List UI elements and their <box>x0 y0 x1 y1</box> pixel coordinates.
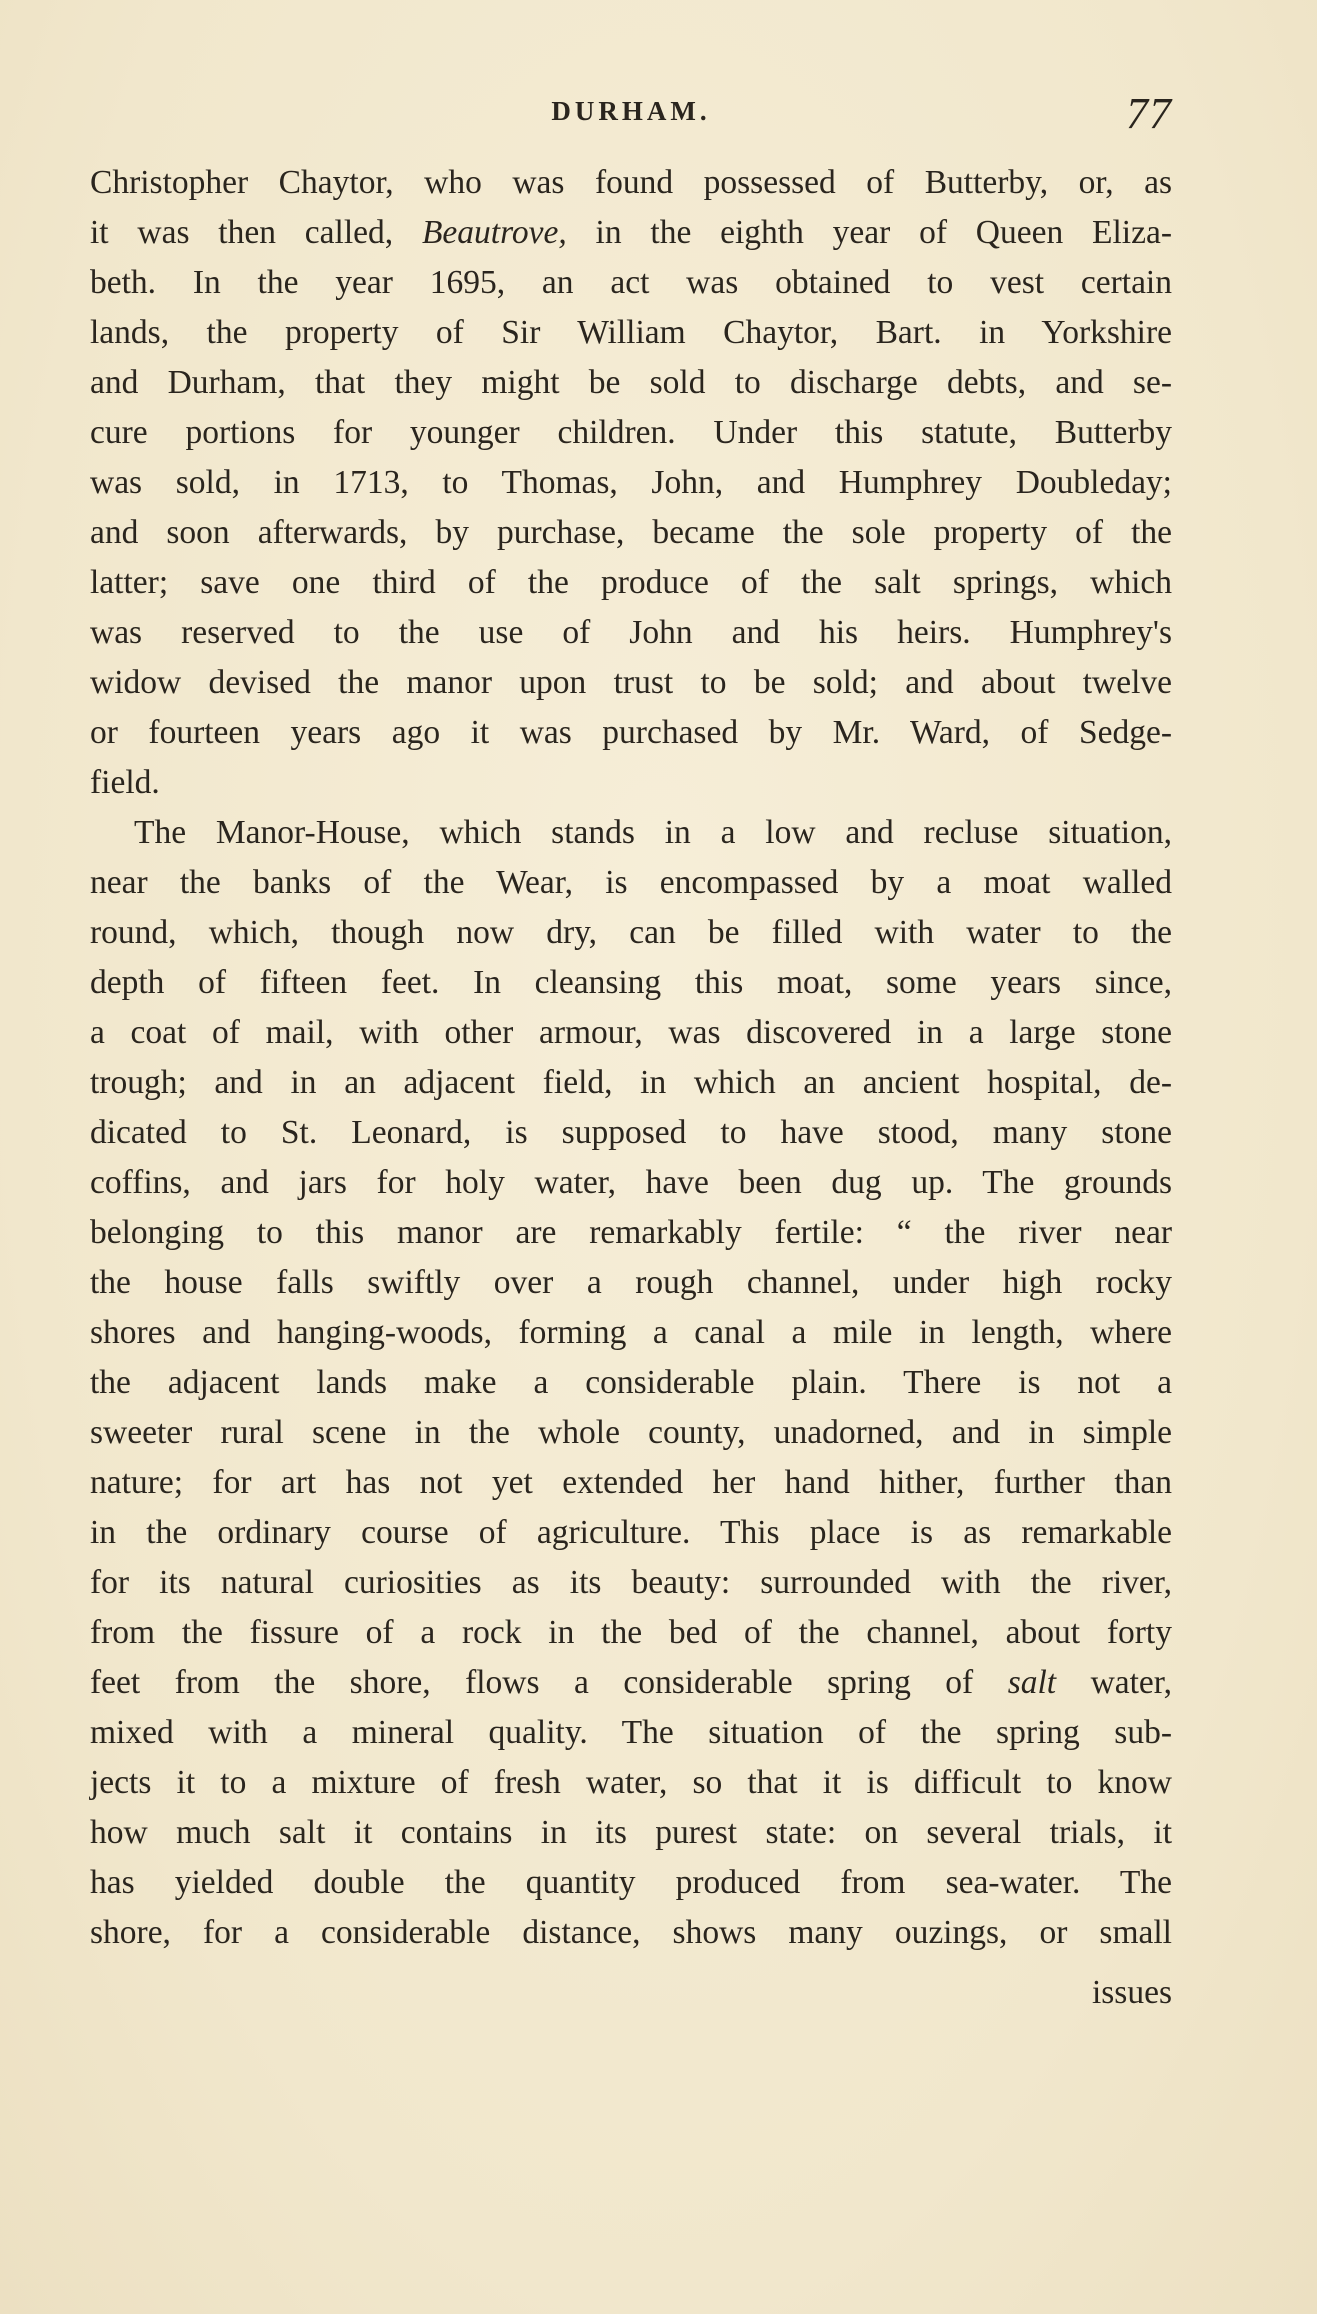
italic-word: Beautrove, <box>421 214 567 251</box>
text-line <box>90 1658 1172 1708</box>
text-line: field. <box>90 764 160 801</box>
text-line: The Manor-House, which stands in a low and recluse situation, <box>134 814 1172 851</box>
text-line: coffins, and jars for holy water, have been dug up. The grounds <box>90 1164 1172 1201</box>
page-header <box>90 88 1172 148</box>
text-line: from the fissure of a rock in the bed of the channel, about forty <box>90 1614 1172 1651</box>
text-line: trough; and in an adjacent field, in which an ancient hospital, de- <box>90 1064 1172 1101</box>
text-line: belonging to this manor are remarkably fertile: “ the river near <box>90 1214 1172 1251</box>
text-line: and Durham, that they might be sold to discharge debts, and se- <box>90 364 1172 401</box>
running-head: DURHAM. <box>551 96 711 126</box>
text-line: the house falls swiftly over a rough channel, under high rocky <box>90 1264 1172 1301</box>
text-line: near the banks of the Wear, is encompassed by a moat walled <box>90 864 1172 901</box>
text-line: shore, for a considerable distance, shows many ouzings, or small <box>90 1914 1172 1951</box>
text-line: widow devised the manor upon trust to be sold; and about twelve <box>90 664 1172 701</box>
text-line: lands, the property of Sir William Chaytor, Bart. in Yorkshire <box>90 314 1172 351</box>
text-line: depth of fifteen feet. In cleansing this moat, some years since, <box>90 964 1172 1001</box>
text-line: Christopher Chaytor, who was found possessed of Butterby, or, as <box>90 164 1172 201</box>
text-line <box>90 208 1172 258</box>
text-line: a coat of mail, with other armour, was discovered in a large stone <box>90 1014 1172 1051</box>
text-line: latter; save one third of the produce of the salt springs, which <box>90 564 1172 601</box>
text-line: shores and hanging-woods, forming a canal a mile in length, where <box>90 1314 1172 1351</box>
text-line: cure portions for younger children. Under this statute, Butterby <box>90 414 1172 451</box>
text-line: was sold, in 1713, to Thomas, John, and Humphrey Doubleday; <box>90 464 1172 501</box>
text-line: mixed with a mineral quality. The situation of the spring sub- <box>90 1714 1172 1751</box>
text-line: was reserved to the use of John and his heirs. Humphrey's <box>90 614 1172 651</box>
text-line: dicated to St. Leonard, is supposed to have stood, many stone <box>90 1114 1172 1151</box>
body-text <box>90 158 1172 1958</box>
text-line: has yielded double the quantity produced from sea-water. The <box>90 1864 1172 1901</box>
page-number: 77 <box>1126 89 1172 138</box>
text-line: nature; for art has not yet extended her hand hither, further than <box>90 1464 1172 1501</box>
text-line: the adjacent lands make a considerable plain. There is not a <box>90 1364 1172 1401</box>
text-line: jects it to a mixture of fresh water, so that it is difficult to know <box>90 1764 1172 1801</box>
italic-word: salt <box>1007 1664 1057 1701</box>
text-line: round, which, though now dry, can be filled with water to the <box>90 914 1172 951</box>
text-span: in the eighth year of Queen Eliza- <box>566 214 1172 251</box>
text-span: it was then called, <box>90 214 422 251</box>
text-line: beth. In the year 1695, an act was obtained to vest certain <box>90 264 1172 301</box>
text-line: sweeter rural scene in the whole county, unadorned, and in simple <box>90 1414 1172 1451</box>
text-line: for its natural curiosities as its beauty: surrounded with the river, <box>90 1564 1172 1601</box>
text-line: and soon afterwards, by purchase, became the sole property of the <box>90 514 1172 551</box>
text-line: or fourteen years ago it was purchased by Mr. Ward, of Sedge- <box>90 714 1172 751</box>
text-line: in the ordinary course of agriculture. This place is as remarkable <box>90 1514 1172 1551</box>
text-span: water, <box>1056 1664 1172 1701</box>
catchword: issues <box>1091 1974 1172 2011</box>
text-line: how much salt it contains in its purest state: on several trials, it <box>90 1814 1172 1851</box>
text-span: feet from the shore, flows a considerable spring of <box>90 1664 1008 1701</box>
